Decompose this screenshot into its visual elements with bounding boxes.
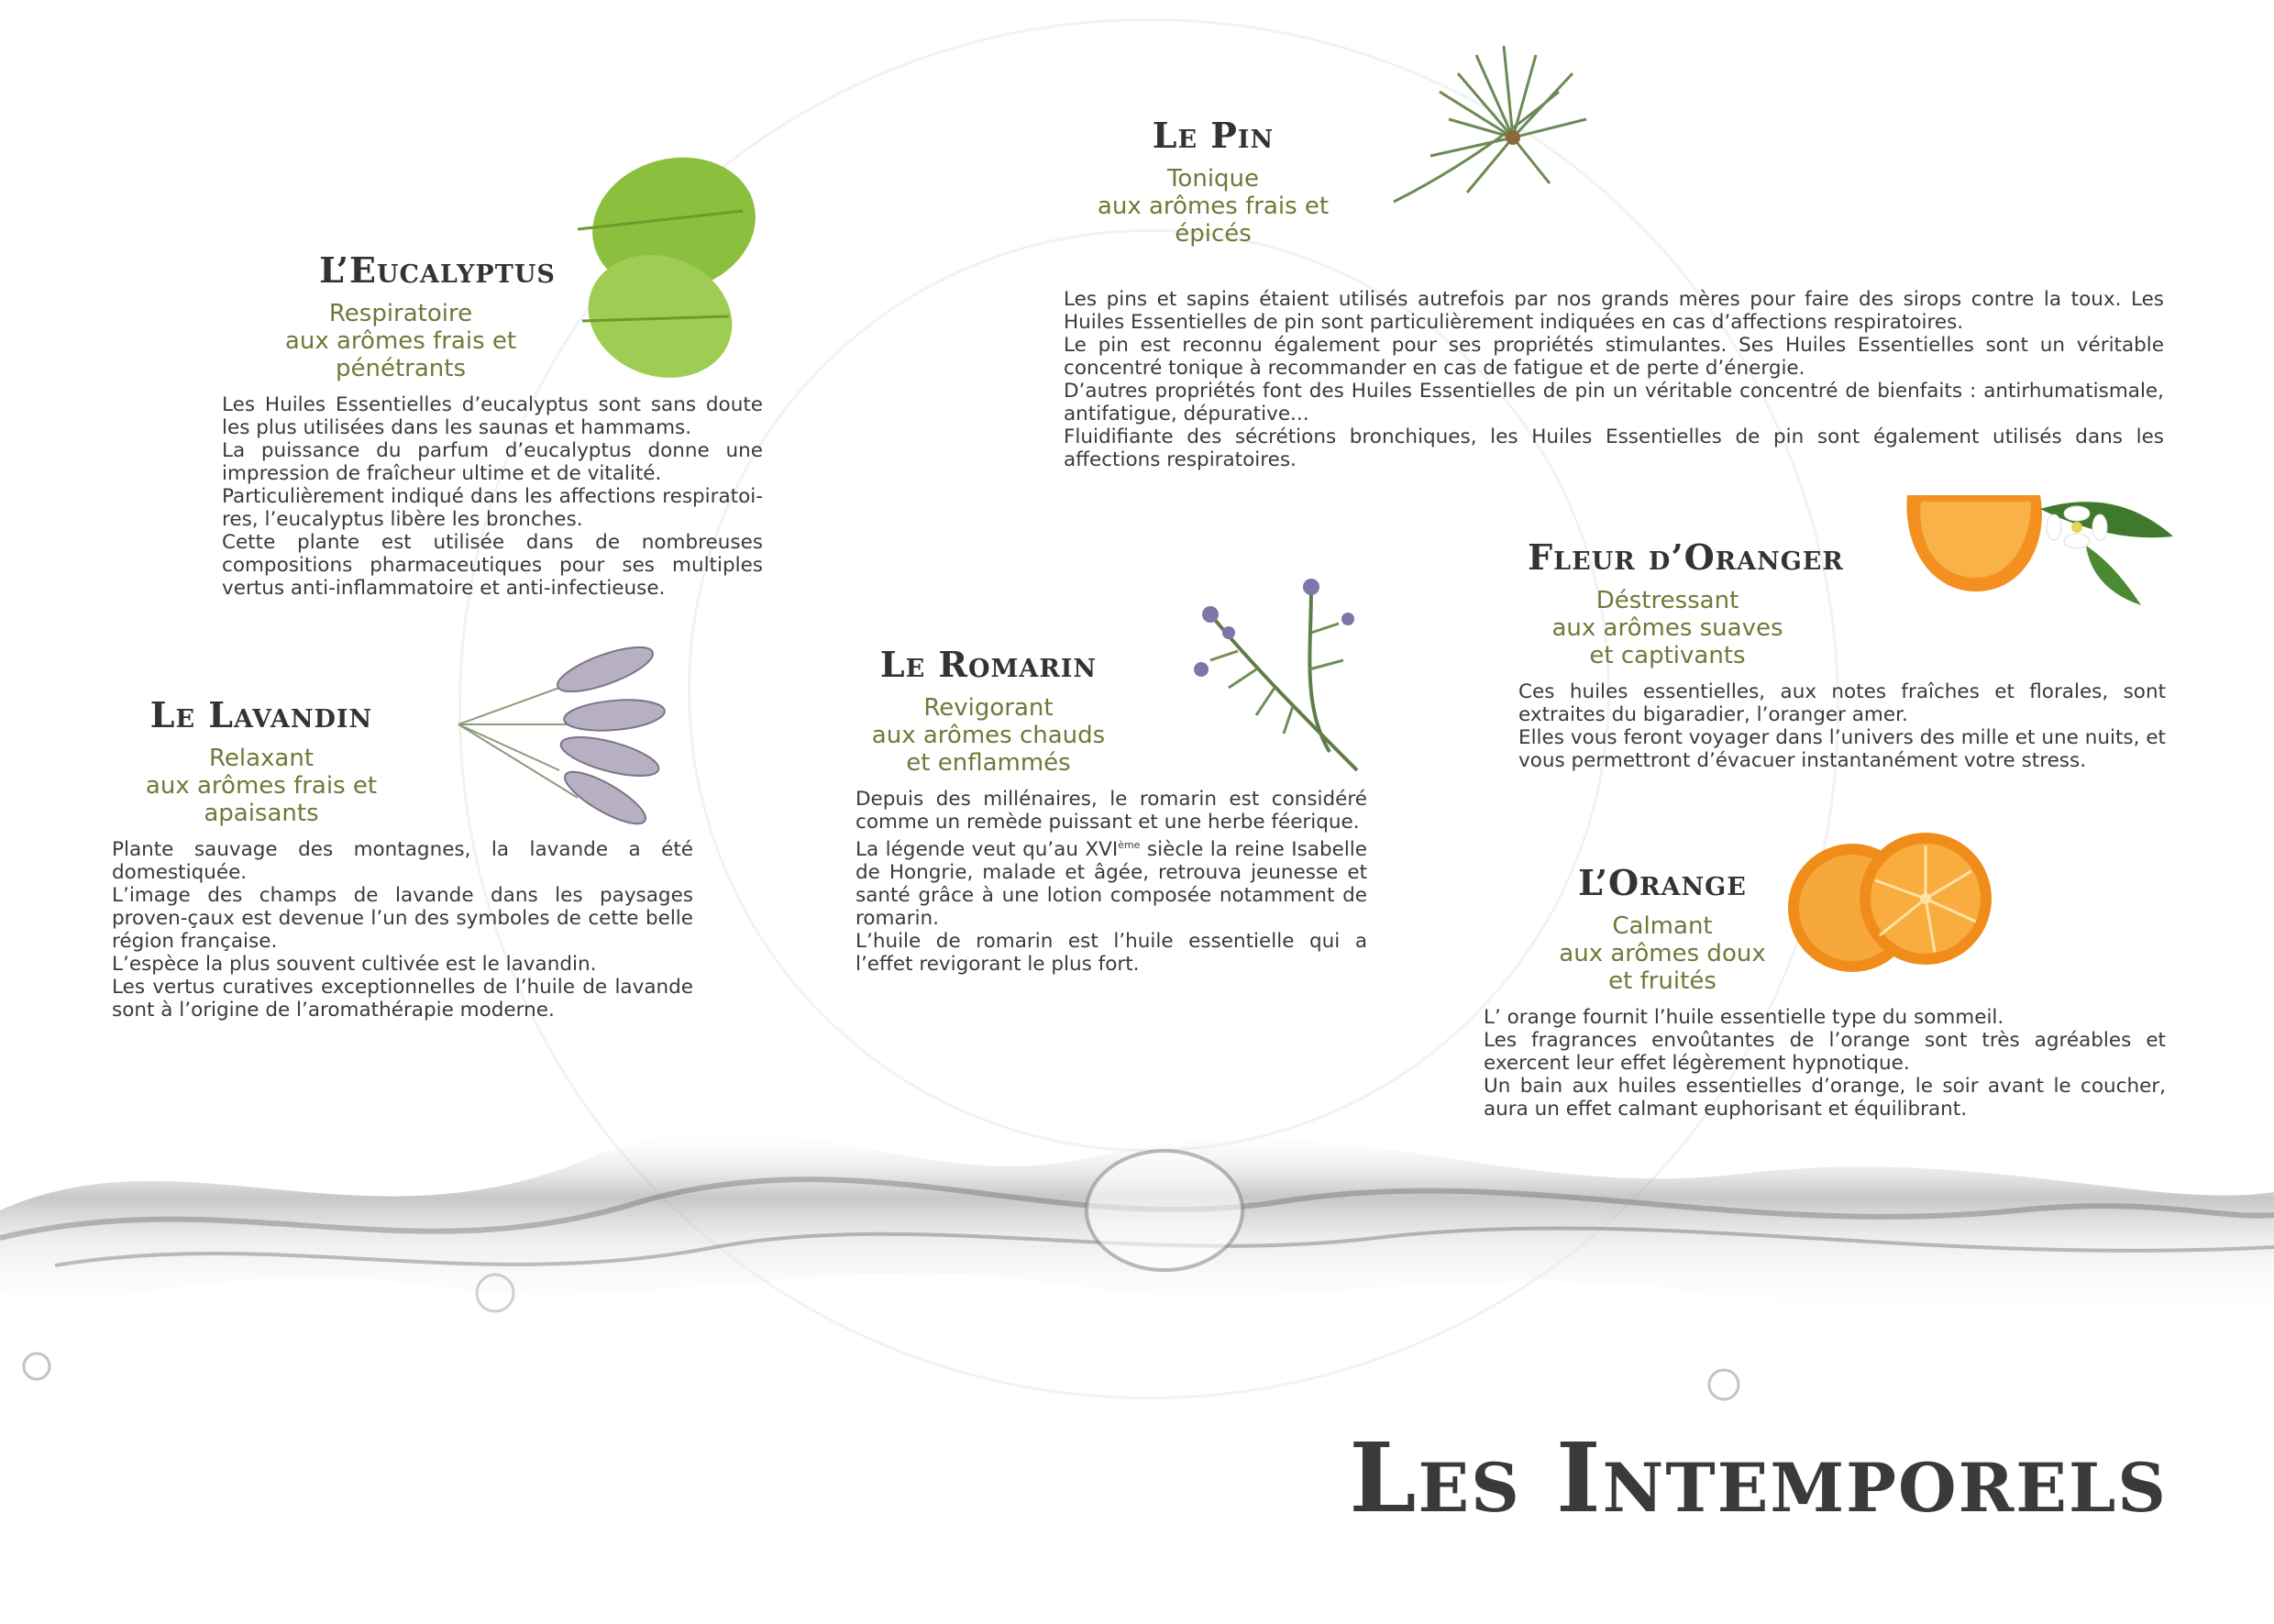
orange-paragraph: Un bain aux huiles essentielles d’orange, le soir avant le coucher, aura un effet calmant euphorisant et équilibrant. xyxy=(1484,1075,2166,1121)
section-orange xyxy=(1484,862,2166,1121)
lavandin-subtitle-line: aux arômes frais et xyxy=(145,772,378,800)
lavandin-subtitle-line: apaisants xyxy=(204,800,319,827)
eucalyptus-body xyxy=(222,393,763,600)
eucalyptus-subtitle-line: aux arômes frais et xyxy=(284,327,517,355)
romarin-subtitle-line: et enflammés xyxy=(906,749,1071,777)
page-title: Les Intemporels xyxy=(1349,1421,2168,1534)
orange-body xyxy=(1484,1006,2166,1121)
fleur-body xyxy=(1518,680,2166,772)
lavandin-paragraph: Les vertus curatives exceptionnelles de l’huile de lavande sont à l’origine de l’aromathérapie moderne. xyxy=(112,976,693,1022)
eucalyptus-subtitle-line: Respiratoire xyxy=(328,300,473,327)
fleur-subtitle-line: aux arômes suaves xyxy=(1551,614,1783,642)
orange-subtitle-line: aux arômes doux xyxy=(1559,940,1766,967)
orange-subtitle xyxy=(1511,912,1814,995)
lavandin-title: Le Lavandin xyxy=(149,694,373,735)
fleur-subtitle-line: et captivants xyxy=(1589,642,1746,669)
lavandin-paragraph: L’image des champs de lavande dans les paysages proven-çaux est devenue l’un des symboles de cette belle région française. xyxy=(112,884,693,953)
fleur-paragraph: Ces huiles essentielles, aux notes fraîches et florales, sont extraites du bigaradier, l’oranger amer. xyxy=(1518,680,2166,726)
section-lavandin xyxy=(112,694,693,1022)
orange-title: L’Orange xyxy=(1578,862,1747,903)
section-romarin xyxy=(856,644,1367,976)
romarin-subtitle-line: aux arômes chauds xyxy=(871,722,1106,749)
pin-subtitle-line: Tonique xyxy=(1166,165,1260,193)
orange-subtitle-line: Calmant xyxy=(1612,912,1713,940)
pin-title: Le Pin xyxy=(1152,115,1275,156)
section-fleur-doranger xyxy=(1518,536,2166,772)
lavandin-subtitle xyxy=(112,745,411,827)
eucalyptus-paragraph: Les Huiles Essentielles d’eucalyptus sont sans doute les plus utilisées dans les saunas et hammams. xyxy=(222,393,763,439)
pin-body xyxy=(1064,288,2164,471)
section-eucalyptus xyxy=(222,249,763,600)
romarin-title: Le Romarin xyxy=(879,644,1098,685)
eucalyptus-paragraph: Particulièrement indiqué dans les affections respiratoi-res, l’eucalyptus libère les bronches. xyxy=(222,485,763,531)
romarin-text: siècle la reine Isabelle de Hongrie, malade et âgée, retrouva jeunesse et santé grâce à une lotion composée notamment de romarin. xyxy=(856,838,1367,931)
romarin-paragraph xyxy=(856,834,1367,930)
orange-paragraph: Les fragrances envoûtantes de l’orange sont très agréables et exercent leur effet légèrement hypnotique. xyxy=(1484,1029,2166,1075)
pin-paragraph: Les pins et sapins étaient utilisés autrefois par nos grands mères pour faire des sirops contre la toux. Les Huiles Essentielles de pin sont particulièrement indiquées en cas d’affections respiratoires. xyxy=(1064,288,2164,334)
fleur-subtitle xyxy=(1518,587,1816,669)
romarin-subtitle-line: Revigorant xyxy=(923,694,1054,722)
orange-paragraph: L’ orange fournit l’huile essentielle type du sommeil. xyxy=(1484,1006,2004,1029)
romarin-text: La légende veut qu’au XVI xyxy=(856,838,1119,862)
orange-subtitle-line: et fruités xyxy=(1608,967,1717,995)
eucalyptus-paragraph: Cette plante est utilisée dans de nombreuses compositions pharmaceutiques pour ses multiples vertus anti-inflammatoire et anti-infectieuse. xyxy=(222,531,763,600)
romarin-paragraph: L’huile de romarin est l’huile essentielle qui a l’effet revigorant le plus fort. xyxy=(856,930,1367,977)
lavandin-paragraph: L’espèce la plus souvent cultivée est le lavandin. xyxy=(112,953,597,976)
romarin-superscript: ème xyxy=(1118,839,1141,851)
eucalyptus-paragraph: La puissance du parfum d’eucalyptus donne une impression de fraîcheur ultime et de vitalité. xyxy=(222,439,763,485)
eucalyptus-subtitle-line: pénétrants xyxy=(335,355,466,382)
fleur-title: Fleur d’Oranger xyxy=(1528,536,1844,578)
fleur-subtitle-line: Déstressant xyxy=(1595,587,1739,614)
lavandin-body xyxy=(112,838,693,1022)
romarin-subtitle xyxy=(856,694,1121,777)
romarin-paragraph: Depuis des millénaires, le romarin est considéré comme un remède puissant et une herbe féerique. xyxy=(856,788,1367,834)
romarin-body xyxy=(856,788,1367,976)
lavandin-subtitle-line: Relaxant xyxy=(208,745,315,772)
pin-paragraph: Fluidifiante des sécrétions bronchiques, les Huiles Essentielles de pin sont également utilisés dans les affections respiratoires. xyxy=(1064,425,2164,471)
pin-subtitle-line: aux arômes frais et épicés xyxy=(1097,193,1330,248)
pin-paragraph: Le pin est reconnu également pour ses propriétés stimulantes. Ses Huiles Essentielles sont un véritable concentré tonique à recommander en cas de fatigue et de perte d’énergie. xyxy=(1064,334,2164,380)
lavandin-paragraph: Plante sauvage des montagnes, la lavande a été domestiquée. xyxy=(112,838,693,884)
fleur-paragraph: Elles vous feront voyager dans l’univers des mille et une nuits, et vous permettront d’évacuer instantanément votre stress. xyxy=(1518,726,2166,772)
eucalyptus-subtitle xyxy=(222,300,580,382)
pin-paragraph: D’autres propriétés font des Huiles Essentielles de pin un véritable concentré de bienfaits : antirhumatismale, antifatigue, dépurative... xyxy=(1064,380,2164,425)
pin-subtitle xyxy=(1064,165,1363,248)
eucalyptus-title: L’Eucalyptus xyxy=(319,249,556,291)
section-pin xyxy=(1064,115,2164,471)
